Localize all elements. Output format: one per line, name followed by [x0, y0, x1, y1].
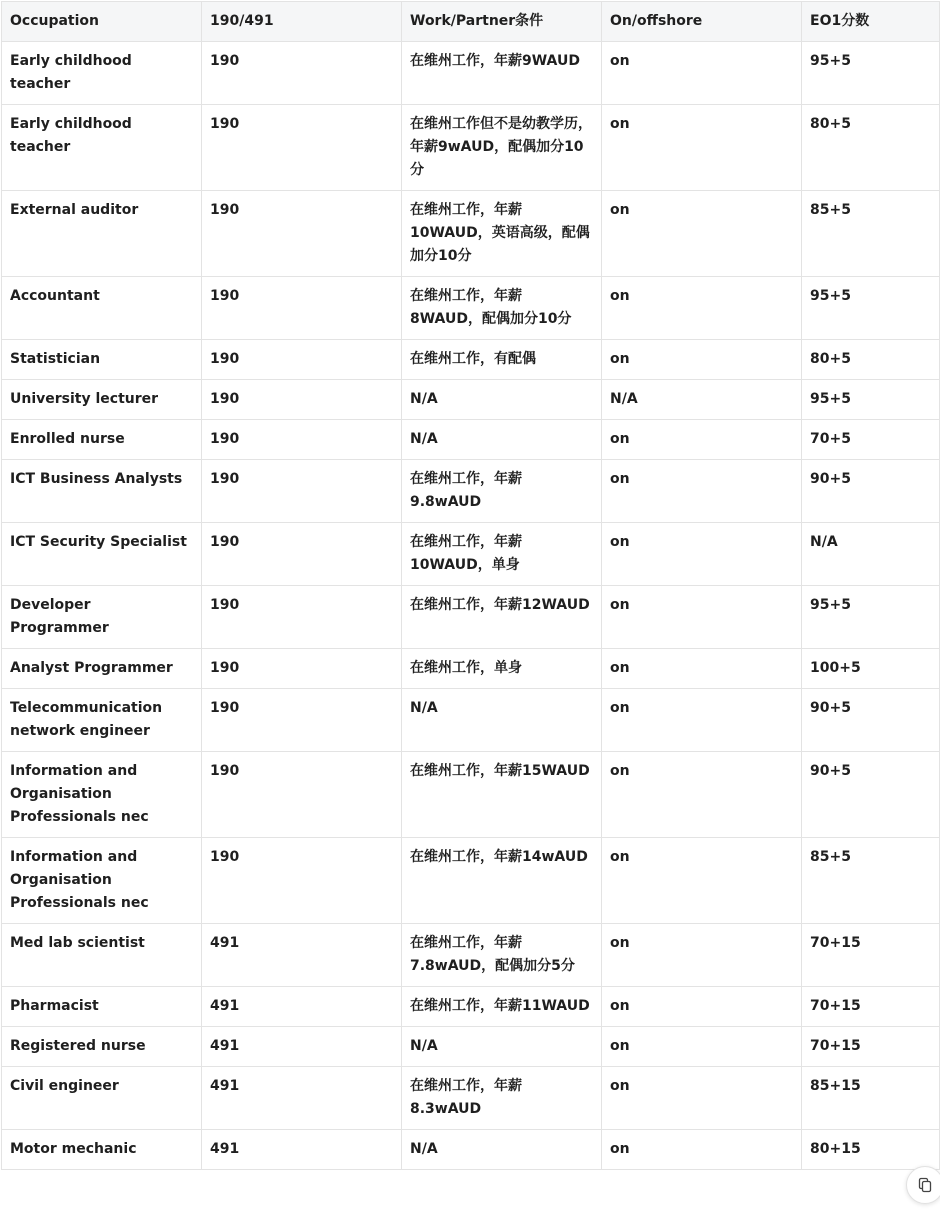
cell-occupation: External auditor	[2, 191, 202, 277]
cell-eoi-score: 70+5	[802, 420, 940, 460]
cell-eoi-score: 70+15	[802, 987, 940, 1027]
table-row	[2, 689, 940, 752]
cell-work-partner: 在维州工作，年薪8WAUD，配偶加分10分	[402, 277, 602, 340]
cell-visa-subclass: 190	[202, 380, 402, 420]
cell-eoi-score: N/A	[802, 523, 940, 586]
table-row	[2, 586, 940, 649]
cell-on-offshore: on	[602, 689, 802, 752]
cell-visa-subclass: 190	[202, 277, 402, 340]
cell-occupation: ICT Business Analysts	[2, 460, 202, 523]
table-row	[2, 42, 940, 105]
cell-work-partner: 在维州工作，单身	[402, 649, 602, 689]
cell-eoi-score: 85+5	[802, 191, 940, 277]
cell-occupation: University lecturer	[2, 380, 202, 420]
cell-occupation: Motor mechanic	[2, 1130, 202, 1170]
cell-occupation: Early childhood teacher	[2, 42, 202, 105]
cell-work-partner: N/A	[402, 689, 602, 752]
table-row	[2, 380, 940, 420]
cell-on-offshore: on	[602, 191, 802, 277]
header-occupation: Occupation	[2, 2, 202, 42]
cell-on-offshore: on	[602, 649, 802, 689]
cell-eoi-score: 90+5	[802, 752, 940, 838]
cell-on-offshore: N/A	[602, 380, 802, 420]
table-row	[2, 987, 940, 1027]
cell-work-partner: 在维州工作，年薪12WAUD	[402, 586, 602, 649]
cell-on-offshore: on	[602, 586, 802, 649]
cell-eoi-score: 85+15	[802, 1067, 940, 1130]
table-row	[2, 105, 940, 191]
cell-visa-subclass: 190	[202, 105, 402, 191]
cell-work-partner: 在维州工作，年薪10WAUD，英语高级，配偶加分10分	[402, 191, 602, 277]
cell-on-offshore: on	[602, 752, 802, 838]
table-row	[2, 649, 940, 689]
header-on-offshore: On/offshore	[602, 2, 802, 42]
table-row	[2, 924, 940, 987]
cell-occupation: Analyst Programmer	[2, 649, 202, 689]
cell-on-offshore: on	[602, 1027, 802, 1067]
cell-on-offshore: on	[602, 340, 802, 380]
cell-visa-subclass: 190	[202, 420, 402, 460]
table-row	[2, 420, 940, 460]
cell-visa-subclass: 190	[202, 649, 402, 689]
cell-visa-subclass: 190	[202, 42, 402, 105]
table-row	[2, 752, 940, 838]
cell-visa-subclass: 190	[202, 523, 402, 586]
cell-work-partner: 在维州工作，年薪15WAUD	[402, 752, 602, 838]
header-work-partner: Work/Partner条件	[402, 2, 602, 42]
cell-eoi-score: 95+5	[802, 277, 940, 340]
table-row	[2, 1130, 940, 1170]
cell-eoi-score: 95+5	[802, 42, 940, 105]
cell-visa-subclass: 190	[202, 838, 402, 924]
cell-occupation: Med lab scientist	[2, 924, 202, 987]
cell-occupation: Registered nurse	[2, 1027, 202, 1067]
cell-occupation: Accountant	[2, 277, 202, 340]
cell-occupation: Statistician	[2, 340, 202, 380]
cell-occupation: Early childhood teacher	[2, 105, 202, 191]
cell-work-partner: N/A	[402, 1027, 602, 1067]
cell-on-offshore: on	[602, 1130, 802, 1170]
table-row	[2, 277, 940, 340]
cell-work-partner: 在维州工作，年薪7.8wAUD，配偶加分5分	[402, 924, 602, 987]
cell-eoi-score: 80+15	[802, 1130, 940, 1170]
table-header-row	[2, 2, 940, 42]
cell-on-offshore: on	[602, 420, 802, 460]
table-row	[2, 191, 940, 277]
cell-visa-subclass: 491	[202, 987, 402, 1027]
cell-occupation: Information and Organisation Professionals nec	[2, 838, 202, 924]
cell-eoi-score: 95+5	[802, 380, 940, 420]
cell-eoi-score: 90+5	[802, 689, 940, 752]
cell-visa-subclass: 190	[202, 586, 402, 649]
cell-on-offshore: on	[602, 987, 802, 1027]
cell-visa-subclass: 190	[202, 191, 402, 277]
copy-icon	[917, 1177, 933, 1193]
cell-work-partner: 在维州工作，年薪14wAUD	[402, 838, 602, 924]
cell-work-partner: 在维州工作，年薪9WAUD	[402, 42, 602, 105]
header-visa-subclass: 190/491	[202, 2, 402, 42]
cell-on-offshore: on	[602, 105, 802, 191]
cell-eoi-score: 80+5	[802, 340, 940, 380]
cell-eoi-score: 85+5	[802, 838, 940, 924]
cell-occupation: Information and Organisation Professionals nec	[2, 752, 202, 838]
cell-visa-subclass: 190	[202, 460, 402, 523]
cell-work-partner: 在维州工作，有配偶	[402, 340, 602, 380]
cell-on-offshore: on	[602, 1067, 802, 1130]
cell-eoi-score: 70+15	[802, 924, 940, 987]
visa-occupation-table	[1, 1, 940, 1170]
cell-eoi-score: 70+15	[802, 1027, 940, 1067]
table-row	[2, 340, 940, 380]
cell-occupation: ICT Security Specialist	[2, 523, 202, 586]
cell-work-partner: 在维州工作，年薪11WAUD	[402, 987, 602, 1027]
cell-visa-subclass: 190	[202, 340, 402, 380]
cell-on-offshore: on	[602, 523, 802, 586]
cell-occupation: Civil engineer	[2, 1067, 202, 1130]
cell-visa-subclass: 491	[202, 1027, 402, 1067]
cell-eoi-score: 80+5	[802, 105, 940, 191]
cell-work-partner: N/A	[402, 420, 602, 460]
cell-occupation: Telecommunication network engineer	[2, 689, 202, 752]
cell-work-partner: 在维州工作但不是幼教学历，年薪9wAUD，配偶加分10分	[402, 105, 602, 191]
cell-occupation: Developer Programmer	[2, 586, 202, 649]
table-row	[2, 1067, 940, 1130]
cell-visa-subclass: 491	[202, 1067, 402, 1130]
cell-eoi-score: 90+5	[802, 460, 940, 523]
cell-on-offshore: on	[602, 924, 802, 987]
table-row	[2, 460, 940, 523]
table-row	[2, 523, 940, 586]
cell-on-offshore: on	[602, 277, 802, 340]
cell-work-partner: 在维州工作，年薪9.8wAUD	[402, 460, 602, 523]
header-eoi-score: EO1分数	[802, 2, 940, 42]
cell-visa-subclass: 190	[202, 689, 402, 752]
cell-occupation: Enrolled nurse	[2, 420, 202, 460]
cell-visa-subclass: 491	[202, 924, 402, 987]
cell-on-offshore: on	[602, 838, 802, 924]
cell-eoi-score: 100+5	[802, 649, 940, 689]
cell-occupation: Pharmacist	[2, 987, 202, 1027]
cell-visa-subclass: 190	[202, 752, 402, 838]
table-row	[2, 838, 940, 924]
cell-on-offshore: on	[602, 460, 802, 523]
cell-on-offshore: on	[602, 42, 802, 105]
cell-visa-subclass: 491	[202, 1130, 402, 1170]
copy-button[interactable]	[906, 1166, 940, 1204]
table-row	[2, 1027, 940, 1067]
cell-work-partner: 在维州工作，年薪8.3wAUD	[402, 1067, 602, 1130]
cell-eoi-score: 95+5	[802, 586, 940, 649]
cell-work-partner: 在维州工作，年薪10WAUD，单身	[402, 523, 602, 586]
cell-work-partner: N/A	[402, 1130, 602, 1170]
cell-work-partner: N/A	[402, 380, 602, 420]
